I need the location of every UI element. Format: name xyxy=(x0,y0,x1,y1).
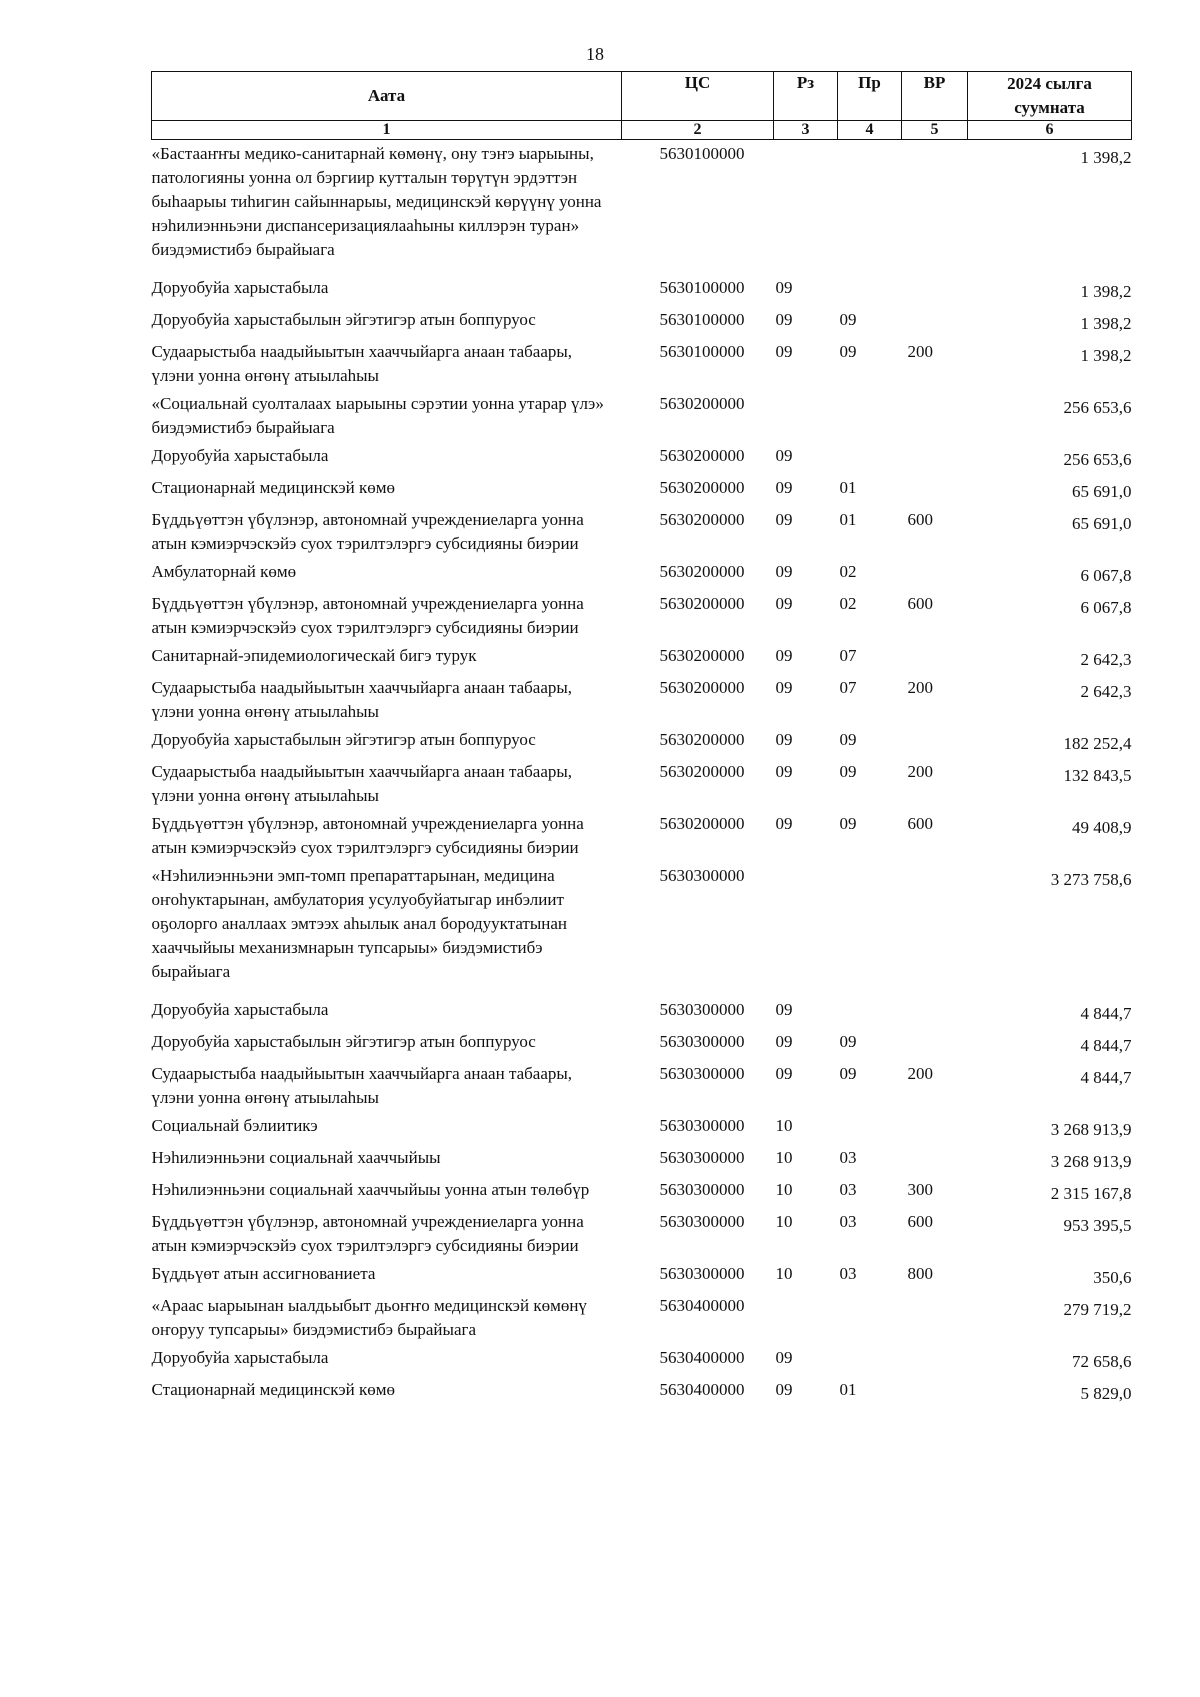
row-vr-code: 600 xyxy=(907,510,933,529)
row-pr-code: 09 xyxy=(839,1032,857,1051)
header-number: 1 xyxy=(152,121,622,140)
header-number: 3 xyxy=(774,121,838,140)
row-pr-code: 02 xyxy=(839,562,857,581)
row-vr-code: 800 xyxy=(907,1264,933,1283)
row-cs-code: 5630400000 xyxy=(659,1380,745,1399)
row-pr-code: 09 xyxy=(839,814,857,833)
header-name: Аата xyxy=(152,72,622,121)
row-name: «Бастааҥҥы медико-санитарнай көмөнү, ону тэҥэ ыарыыны, патологияны уонна ол бэргиир кутталын төрүтүн эрдэттэн быһаарыы тиһигин сайыннарыы, медицинскэй көрүүнү уонна нэһилиэнньэни диспансеризациялааһыны киллэрэн туран» биэдэмистибэ бырайыага xyxy=(151,144,602,259)
table-row xyxy=(152,810,1132,862)
row-rz-code: 10 xyxy=(775,1148,793,1167)
row-name: Судаарыстыба наадыйыытын хааччыйарга анаан табаары, үлэни уонна өҥөнү атыылаһыы xyxy=(151,1064,573,1107)
budget-table xyxy=(151,71,1132,1408)
row-name: «Нэһилиэнньэни эмп-томп препараттарынан, медицина оҥоһуктарынан, амбулатория усулуобуйатыгар инбэлиит оҕолорго аналлаах эмтээх аһылык анал бородууктатынан хааччыйыы механизмнарын тупсарыы» биэдэмистибэ бырайыага xyxy=(151,866,568,981)
table-row xyxy=(152,642,1132,674)
table-row xyxy=(152,1176,1132,1208)
row-rz-code: 09 xyxy=(775,342,793,361)
row-name: Доруобуйа харыстабылын эйгэтигэр атын боппуруос xyxy=(151,730,536,749)
row-vr-code xyxy=(902,1112,968,1144)
row-rz-code: 09 xyxy=(775,1064,793,1083)
row-vr-code xyxy=(902,558,968,590)
row-pr-code: 01 xyxy=(839,1380,857,1399)
row-vr-code xyxy=(902,274,968,306)
row-sum: 1 398,2 xyxy=(1080,346,1132,365)
row-name: Бүддьүөттэн үбүлэнэр, автономнай учреждениеларга уонна атын кэмиэрчэскэйэ суох тэрилтэлэргэ субсидияны биэрии xyxy=(151,814,584,857)
row-sum: 72 658,6 xyxy=(1072,1352,1132,1371)
row-sum: 350,6 xyxy=(1093,1268,1132,1287)
row-rz-code: 09 xyxy=(775,730,793,749)
row-vr-code xyxy=(902,642,968,674)
row-cs-code: 5630200000 xyxy=(659,478,745,497)
row-vr-code xyxy=(902,140,968,275)
row-cs-code: 5630100000 xyxy=(659,310,745,329)
row-rz-code: 10 xyxy=(775,1116,793,1135)
row-sum: 4 844,7 xyxy=(1080,1036,1132,1055)
row-pr-code xyxy=(838,390,902,442)
row-vr-code: 200 xyxy=(907,342,933,361)
row-pr-code xyxy=(838,1112,902,1144)
row-sum: 182 252,4 xyxy=(1063,734,1132,753)
row-name: Доруобуйа харыстабыла xyxy=(151,446,329,465)
table-row xyxy=(152,474,1132,506)
row-vr-code xyxy=(902,306,968,338)
row-name: Бүддьүөттэн үбүлэнэр, автономнай учреждениеларга уонна атын кэмиэрчэскэйэ суох тэрилтэлэргэ субсидияны биэрии xyxy=(151,1212,584,1255)
row-sum: 4 844,7 xyxy=(1080,1004,1132,1023)
row-vr-code xyxy=(902,390,968,442)
header-row xyxy=(152,72,1132,121)
table-row xyxy=(152,996,1132,1028)
row-cs-code: 5630300000 xyxy=(659,1264,745,1283)
row-name: «Социальнай суолталаах ыарыыны сэрэтии уонна утарар үлэ» биэдэмистибэ бырайыага xyxy=(151,394,604,437)
row-name: Амбулаторнай көмө xyxy=(151,562,297,581)
row-vr-code xyxy=(902,474,968,506)
row-rz-code: 09 xyxy=(775,510,793,529)
row-rz-code: 09 xyxy=(775,310,793,329)
row-pr-code: 09 xyxy=(839,730,857,749)
row-cs-code: 5630200000 xyxy=(659,594,745,613)
row-name: «Араас ыарыынан ыалдьыбыт дьоҥҥо медицинскэй көмөнү оҥоруу тупсарыы» биэдэмистибэ бырайыага xyxy=(151,1296,587,1339)
row-cs-code: 5630300000 xyxy=(659,1180,745,1199)
table-row xyxy=(152,758,1132,810)
table-row xyxy=(152,390,1132,442)
row-rz-code xyxy=(774,140,838,275)
row-cs-code: 5630200000 xyxy=(659,646,745,665)
row-pr-code xyxy=(838,996,902,1028)
row-pr-code: 01 xyxy=(839,478,857,497)
row-sum: 132 843,5 xyxy=(1063,766,1132,785)
table-body xyxy=(152,140,1132,1409)
table-row xyxy=(152,1292,1132,1344)
row-sum: 3 268 913,9 xyxy=(1050,1120,1132,1139)
row-rz-code xyxy=(774,862,838,996)
row-cs-code: 5630300000 xyxy=(659,1000,745,1019)
row-sum: 6 067,8 xyxy=(1080,566,1132,585)
page-number: 18 xyxy=(586,44,604,64)
table-row xyxy=(152,442,1132,474)
row-rz-code: 10 xyxy=(775,1180,793,1199)
row-cs-code: 5630100000 xyxy=(659,144,745,163)
row-sum: 2 642,3 xyxy=(1080,650,1132,669)
row-sum: 1 398,2 xyxy=(1080,314,1132,333)
table-row xyxy=(152,558,1132,590)
row-sum: 5 829,0 xyxy=(1080,1384,1132,1403)
row-rz-code: 09 xyxy=(775,1380,793,1399)
row-vr-code xyxy=(902,1028,968,1060)
table-row xyxy=(152,1060,1132,1112)
row-vr-code xyxy=(902,1344,968,1376)
row-sum: 279 719,2 xyxy=(1063,1300,1132,1319)
row-cs-code: 5630400000 xyxy=(659,1296,745,1315)
row-vr-code: 200 xyxy=(907,678,933,697)
table-row xyxy=(152,1028,1132,1060)
row-cs-code: 5630200000 xyxy=(659,762,745,781)
row-vr-code xyxy=(902,726,968,758)
row-rz-code xyxy=(774,390,838,442)
row-rz-code: 09 xyxy=(775,278,793,297)
row-name: Бүддьүөттэн үбүлэнэр, автономнай учреждениеларга уонна атын кэмиэрчэскэйэ суох тэрилтэлэргэ субсидияны биэрии xyxy=(151,510,584,553)
row-sum: 49 408,9 xyxy=(1072,818,1132,837)
row-vr-code: 300 xyxy=(907,1180,933,1199)
table-row xyxy=(152,590,1132,642)
table-row xyxy=(152,274,1132,306)
table-row xyxy=(152,1208,1132,1260)
row-pr-code: 07 xyxy=(839,646,857,665)
row-sum: 4 844,7 xyxy=(1080,1068,1132,1087)
row-cs-code: 5630100000 xyxy=(659,342,745,361)
row-name: Судаарыстыба наадыйыытын хааччыйарга анаан табаары, үлэни уонна өҥөнү атыылаһыы xyxy=(151,762,573,805)
table-row xyxy=(152,674,1132,726)
row-rz-code: 09 xyxy=(775,646,793,665)
row-cs-code: 5630300000 xyxy=(659,1064,745,1083)
table-row xyxy=(152,306,1132,338)
row-pr-code: 07 xyxy=(839,678,857,697)
row-name: Стационарнай медицинскэй көмө xyxy=(151,478,395,497)
row-sum: 2 642,3 xyxy=(1080,682,1132,701)
row-pr-code: 09 xyxy=(839,1064,857,1083)
row-sum: 3 268 913,9 xyxy=(1050,1152,1132,1171)
header-number: 4 xyxy=(838,121,902,140)
row-pr-code xyxy=(838,1344,902,1376)
row-pr-code: 03 xyxy=(839,1148,857,1167)
row-rz-code xyxy=(774,1292,838,1344)
row-pr-code: 02 xyxy=(839,594,857,613)
row-pr-code xyxy=(838,442,902,474)
row-vr-code: 600 xyxy=(907,814,933,833)
row-rz-code: 09 xyxy=(775,678,793,697)
header-number: 6 xyxy=(968,121,1132,140)
row-pr-code xyxy=(838,1292,902,1344)
row-name: Доруобуйа харыстабылын эйгэтигэр атын боппуруос xyxy=(151,1032,536,1051)
row-cs-code: 5630100000 xyxy=(659,278,745,297)
row-sum: 65 691,0 xyxy=(1072,514,1132,533)
header-vr: ВР xyxy=(902,72,968,121)
row-sum: 2 315 167,8 xyxy=(1050,1184,1132,1203)
row-rz-code: 09 xyxy=(775,562,793,581)
row-rz-code: 09 xyxy=(775,594,793,613)
row-cs-code: 5630200000 xyxy=(659,510,745,529)
row-vr-code: 600 xyxy=(907,594,933,613)
row-rz-code: 09 xyxy=(775,1032,793,1051)
row-cs-code: 5630300000 xyxy=(659,1116,745,1135)
row-rz-code: 09 xyxy=(775,762,793,781)
table-row xyxy=(152,1344,1132,1376)
row-cs-code: 5630300000 xyxy=(659,1148,745,1167)
row-rz-code: 09 xyxy=(775,1000,793,1019)
row-vr-code: 200 xyxy=(907,1064,933,1083)
row-pr-code xyxy=(838,862,902,996)
row-sum: 953 395,5 xyxy=(1063,1216,1132,1235)
row-cs-code: 5630200000 xyxy=(659,446,745,465)
row-rz-code: 10 xyxy=(775,1212,793,1231)
table-row xyxy=(152,1144,1132,1176)
row-pr-code: 03 xyxy=(839,1180,857,1199)
row-rz-code: 09 xyxy=(775,1348,793,1367)
row-pr-code xyxy=(838,140,902,275)
row-vr-code xyxy=(902,442,968,474)
row-vr-code xyxy=(902,996,968,1028)
row-rz-code: 09 xyxy=(775,478,793,497)
row-name: Санитарнай-эпидемиологическай бигэ турук xyxy=(151,646,477,665)
row-cs-code: 5630200000 xyxy=(659,814,745,833)
row-pr-code: 01 xyxy=(839,510,857,529)
row-cs-code: 5630200000 xyxy=(659,562,745,581)
row-rz-code: 10 xyxy=(775,1264,793,1283)
row-vr-code xyxy=(902,1292,968,1344)
row-rz-code: 09 xyxy=(775,446,793,465)
row-name: Нэһилиэнньэни социальнай хааччыйыы уонна атын төлөбүр xyxy=(151,1180,590,1199)
row-vr-code: 600 xyxy=(907,1212,933,1231)
row-cs-code: 5630200000 xyxy=(659,678,745,697)
row-sum: 3 273 758,6 xyxy=(1050,870,1132,889)
row-pr-code xyxy=(838,274,902,306)
row-cs-code: 5630400000 xyxy=(659,1348,745,1367)
row-name: Бүддьүөттэн үбүлэнэр, автономнай учреждениеларга уонна атын кэмиэрчэскэйэ суох тэрилтэлэргэ субсидияны биэрии xyxy=(151,594,584,637)
table-row xyxy=(152,338,1132,390)
row-sum: 256 653,6 xyxy=(1063,398,1132,417)
header-number: 2 xyxy=(622,121,774,140)
table-row xyxy=(152,862,1132,996)
row-vr-code: 200 xyxy=(907,762,933,781)
row-cs-code: 5630200000 xyxy=(659,730,745,749)
row-name: Доруобуйа харыстабыла xyxy=(151,1348,329,1367)
table-row xyxy=(152,1260,1132,1292)
row-vr-code xyxy=(902,862,968,996)
header-pr: Пр xyxy=(838,72,902,121)
row-cs-code: 5630300000 xyxy=(659,866,745,885)
table-row xyxy=(152,726,1132,758)
row-pr-code: 09 xyxy=(839,310,857,329)
header-sum: 2024 сылга суумната xyxy=(968,72,1132,121)
row-sum: 6 067,8 xyxy=(1080,598,1132,617)
table-row xyxy=(152,140,1132,275)
row-vr-code xyxy=(902,1376,968,1408)
row-name: Доруобуйа харыстабылын эйгэтигэр атын боппуруос xyxy=(151,310,536,329)
row-name: Нэһилиэнньэни социальнай хааччыйыы xyxy=(151,1148,441,1167)
table-row xyxy=(152,506,1132,558)
table-row xyxy=(152,1112,1132,1144)
header-number-row xyxy=(152,121,1132,140)
row-sum: 1 398,2 xyxy=(1080,282,1132,301)
row-cs-code: 5630300000 xyxy=(659,1212,745,1231)
row-pr-code: 03 xyxy=(839,1264,857,1283)
row-name: Социальнай бэлиитикэ xyxy=(151,1116,318,1135)
row-name: Судаарыстыба наадыйыытын хааччыйарга анаан табаары, үлэни уонна өҥөнү атыылаһыы xyxy=(151,342,573,385)
row-name: Доруобуйа харыстабыла xyxy=(151,1000,329,1019)
row-name: Доруобуйа харыстабыла xyxy=(151,278,329,297)
row-vr-code xyxy=(902,1144,968,1176)
row-pr-code: 09 xyxy=(839,762,857,781)
row-sum: 65 691,0 xyxy=(1072,482,1132,501)
row-cs-code: 5630300000 xyxy=(659,1032,745,1051)
table-row xyxy=(152,1376,1132,1408)
row-pr-code: 09 xyxy=(839,342,857,361)
header-cs: ЦС xyxy=(622,72,774,121)
row-cs-code: 5630200000 xyxy=(659,394,745,413)
row-name: Судаарыстыба наадыйыытын хааччыйарга анаан табаары, үлэни уонна өҥөнү атыылаһыы xyxy=(151,678,573,721)
row-sum: 256 653,6 xyxy=(1063,450,1132,469)
row-pr-code: 03 xyxy=(839,1212,857,1231)
header-rz: Рз xyxy=(774,72,838,121)
header-number: 5 xyxy=(902,121,968,140)
row-sum: 1 398,2 xyxy=(1080,148,1132,167)
row-name: Бүддьүөт атын ассигнованиета xyxy=(151,1264,376,1283)
row-rz-code: 09 xyxy=(775,814,793,833)
row-name: Стационарнай медицинскэй көмө xyxy=(151,1380,395,1399)
